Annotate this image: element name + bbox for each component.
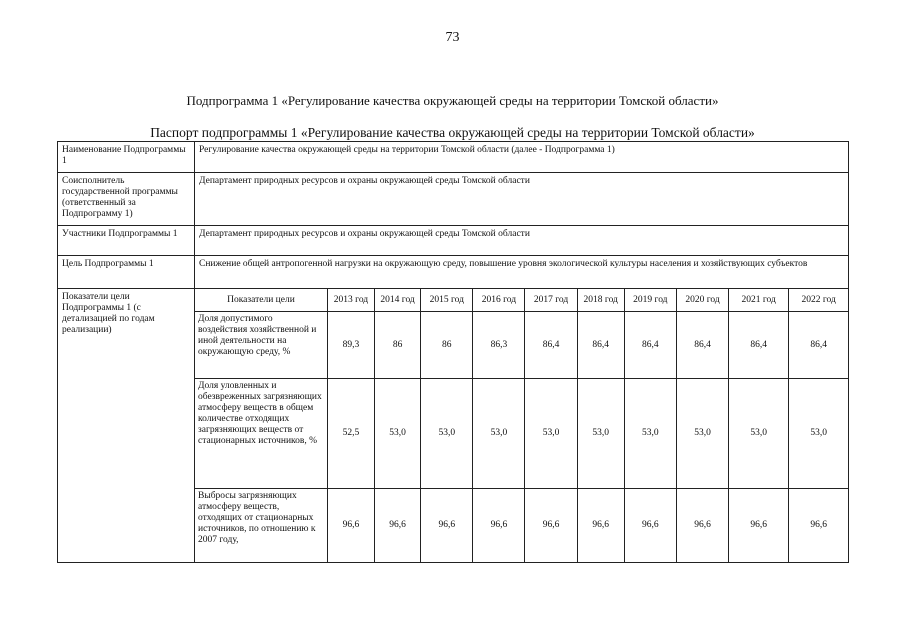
passport-row-coexecutor [58,173,849,226]
passport-row-goal [58,256,849,289]
indicator-value: 86,4 [624,312,676,379]
subprogram-heading: Подпрограмма 1 «Регулирование качества окружающей среды на территории Томской области» [186,93,719,108]
indicators-table [195,289,848,562]
indicator-value: 86,4 [729,312,789,379]
indicator-value: 53,0 [473,379,525,489]
indicator-value: 53,0 [577,379,624,489]
indicator-value: 53,0 [375,379,421,489]
indicators-label: Показатели цели Подпрограммы 1 (с детализацией по годам реализации) [58,289,195,563]
indicators-cell [195,289,849,563]
indicator-value: 86,3 [473,312,525,379]
year-header: 2016 год [473,289,525,312]
goal-value: Снижение общей антропогенной нагрузки на окружающую среду, повышение уровня экологической культуры населения и хозяйствующих субъектов [195,256,849,289]
indicator-value: 53,0 [676,379,728,489]
indicator-value: 52,5 [327,379,374,489]
year-header: 2015 год [421,289,473,312]
indicator-value: 89,3 [327,312,374,379]
year-header: 2014 год [375,289,421,312]
indicator-value: 96,6 [676,489,728,562]
name-value: Регулирование качества окружающей среды на территории Томской области (далее - Подпрограмма 1) [195,142,849,173]
indicator-value: 86,4 [789,312,848,379]
name-label: Наименование Подпрограммы 1 [58,142,195,173]
indicator-value: 96,6 [375,489,421,562]
year-header: 2013 год [327,289,374,312]
indicator-value: 53,0 [789,379,848,489]
indicator-row [195,489,848,562]
indicator-value: 86,4 [525,312,577,379]
indicator-value: 86,4 [676,312,728,379]
year-header: 2019 год [624,289,676,312]
indicators-header: Показатели цели [195,289,327,312]
coexecutor-value: Департамент природных ресурсов и охраны окружающей среды Томской области [195,173,849,226]
indicators-header-row [195,289,848,312]
year-header: 2017 год [525,289,577,312]
indicator-value: 53,0 [729,379,789,489]
indicator-name: Доля уловленных и обезвреженных загрязняющих атмосферу веществ в общем количестве отходящих загрязняющих веществ от стационарных источников, % [195,379,327,489]
passport-row-participants [58,226,849,256]
indicator-value: 96,6 [421,489,473,562]
year-header: 2018 год [577,289,624,312]
indicator-value: 96,6 [525,489,577,562]
indicator-name: Доля допустимого воздействия хозяйственной и иной деятельности на окружающую среду, % [195,312,327,379]
indicator-value: 86 [421,312,473,379]
indicator-value: 53,0 [624,379,676,489]
coexecutor-label: Соисполнитель государственной программы (ответственный за Подпрограмму 1) [58,173,195,226]
indicator-row [195,379,848,489]
passport-table [57,141,849,563]
indicator-value: 96,6 [729,489,789,562]
indicator-value: 96,6 [577,489,624,562]
page-number: 73 [445,30,460,45]
indicator-value: 96,6 [327,489,374,562]
goal-label: Цель Подпрограммы 1 [58,256,195,289]
passport-row-indicators [58,289,849,563]
indicator-value: 86 [375,312,421,379]
indicator-row [195,312,848,379]
indicator-value: 96,6 [789,489,848,562]
indicator-value: 53,0 [421,379,473,489]
indicator-name: Выбросы загрязняющих атмосферу веществ, отходящих от стационарных источников, по отношению к 2007 году, [195,489,327,562]
passport-heading: Паспорт подпрограммы 1 «Регулирование качества окружающей среды на территории Томской области» [150,125,755,140]
year-header: 2022 год [789,289,848,312]
indicator-value: 96,6 [473,489,525,562]
indicator-value: 86,4 [577,312,624,379]
indicator-value: 96,6 [624,489,676,562]
participants-value: Департамент природных ресурсов и охраны окружающей среды Томской области [195,226,849,256]
year-header: 2020 год [676,289,728,312]
participants-label: Участники Подпрограммы 1 [58,226,195,256]
passport-row-name [58,142,849,173]
indicator-value: 53,0 [525,379,577,489]
year-header: 2021 год [729,289,789,312]
